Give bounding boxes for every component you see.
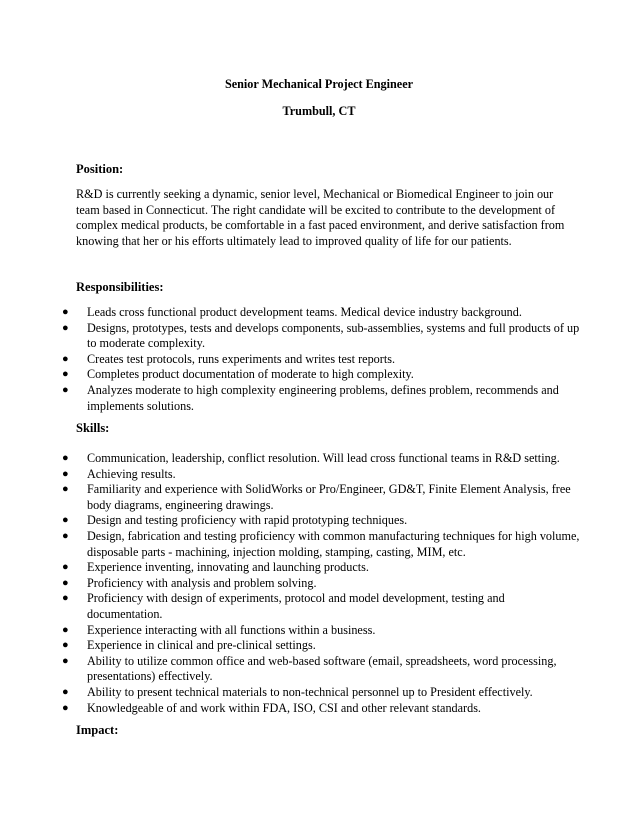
list-item xyxy=(0,352,638,368)
list-item xyxy=(0,685,638,701)
bullet-icon: ● xyxy=(62,623,69,636)
list-item xyxy=(0,305,638,321)
bullet-icon: ● xyxy=(62,514,69,527)
bullet-icon: ● xyxy=(62,321,69,334)
list-item-text: Ability to present technical materials to non-technical personnel up to President effectively. xyxy=(87,684,533,699)
bullet-icon: ● xyxy=(62,306,69,318)
bullet-icon: ● xyxy=(62,352,69,365)
list-item xyxy=(0,529,638,560)
bullet-icon: ● xyxy=(62,654,69,667)
position-paragraph: R&D is currently seeking a dynamic, senior level, Mechanical or Biomedical Engineer to join our team based in Connecticut. The right candidate will be excited to contribute to the development of complex medical products, be comfortable in a fast paced environment, and derive satisfaction from knowing that her or his efforts ultimately lead to improved quality of life for our patients. xyxy=(76,187,565,248)
list-item xyxy=(0,482,638,513)
bullet-icon: ● xyxy=(62,561,69,574)
skills-list xyxy=(0,451,638,716)
list-item-text: Proficiency with analysis and problem solving. xyxy=(87,575,317,590)
list-item-text: Completes product documentation of moderate to high complexity. xyxy=(87,367,414,382)
list-item-text: Experience interacting with all functions within a business. xyxy=(87,622,376,637)
list-item xyxy=(0,513,638,529)
list-item-text: Experience in clinical and pre-clinical settings. xyxy=(87,638,316,653)
responsibilities-heading: Responsibilities: xyxy=(76,280,164,294)
impact-heading: Impact: xyxy=(76,723,119,737)
list-item-text: Communication, leadership, conflict resolution. Will lead cross functional teams in R&D setting. xyxy=(87,451,560,465)
bullet-icon: ● xyxy=(62,467,69,480)
list-item-text: Knowledgeable of and work within FDA, ISO, CSI and other relevant standards. xyxy=(87,700,481,715)
list-item xyxy=(0,638,638,654)
list-item-text: Experience inventing, innovating and launching products. xyxy=(87,560,369,575)
list-item-text: Designs, prototypes, tests and develops components, sub-assemblies, systems and full products of up to moderate complexity. xyxy=(87,320,580,351)
list-item xyxy=(0,576,638,592)
list-item xyxy=(0,591,638,622)
list-item-text: Analyzes moderate to high complexity engineering problems, defines problem, recommends and implements solutions. xyxy=(87,382,559,413)
bullet-icon: ● xyxy=(62,483,69,496)
bullet-icon: ● xyxy=(62,576,69,589)
bullet-icon: ● xyxy=(62,701,69,714)
bullet-icon: ● xyxy=(62,592,69,605)
bullet-icon: ● xyxy=(62,639,69,652)
list-item xyxy=(0,383,638,414)
bullet-icon: ● xyxy=(62,685,69,698)
list-item-text: Design and testing proficiency with rapid prototyping techniques. xyxy=(87,513,408,528)
job-title: Senior Mechanical Project Engineer xyxy=(224,77,414,91)
bullet-icon: ● xyxy=(62,529,69,542)
list-item-text: Familiarity and experience with SolidWorks or Pro/Engineer, GD&T, Finite Element Analysis, free body diagrams, engineering drawings. xyxy=(87,482,571,512)
position-heading: Position: xyxy=(76,162,124,176)
list-item xyxy=(0,560,638,576)
list-item-text: Leads cross functional product development teams. Medical device industry background. xyxy=(87,305,522,319)
list-item-text: Creates test protocols, runs experiments and writes test reports. xyxy=(87,351,395,366)
list-item-text: Achieving results. xyxy=(87,466,176,481)
list-item xyxy=(0,467,638,483)
skills-heading: Skills: xyxy=(76,421,110,435)
list-item xyxy=(0,451,638,467)
bullet-icon: ● xyxy=(62,383,69,396)
list-item-text: Proficiency with design of experiments, protocol and model development, testing and documentation. xyxy=(87,591,505,621)
list-item xyxy=(0,654,638,685)
list-item xyxy=(0,321,638,352)
job-location: Trumbull, CT xyxy=(282,104,356,118)
bullet-icon: ● xyxy=(62,368,69,381)
bullet-icon: ● xyxy=(62,452,69,464)
list-item-text: Ability to utilize common office and web-based software (email, spreadsheets, word processing, presentations) effectively. xyxy=(87,653,557,684)
list-item xyxy=(0,367,638,383)
list-item-text: Design, fabrication and testing proficiency with common manufacturing techniques for high volume, disposable parts - machining, injection molding, stamping, casting, MIM, etc. xyxy=(87,528,580,559)
list-item xyxy=(0,701,638,717)
list-item xyxy=(0,623,638,639)
responsibilities-list xyxy=(0,305,638,414)
